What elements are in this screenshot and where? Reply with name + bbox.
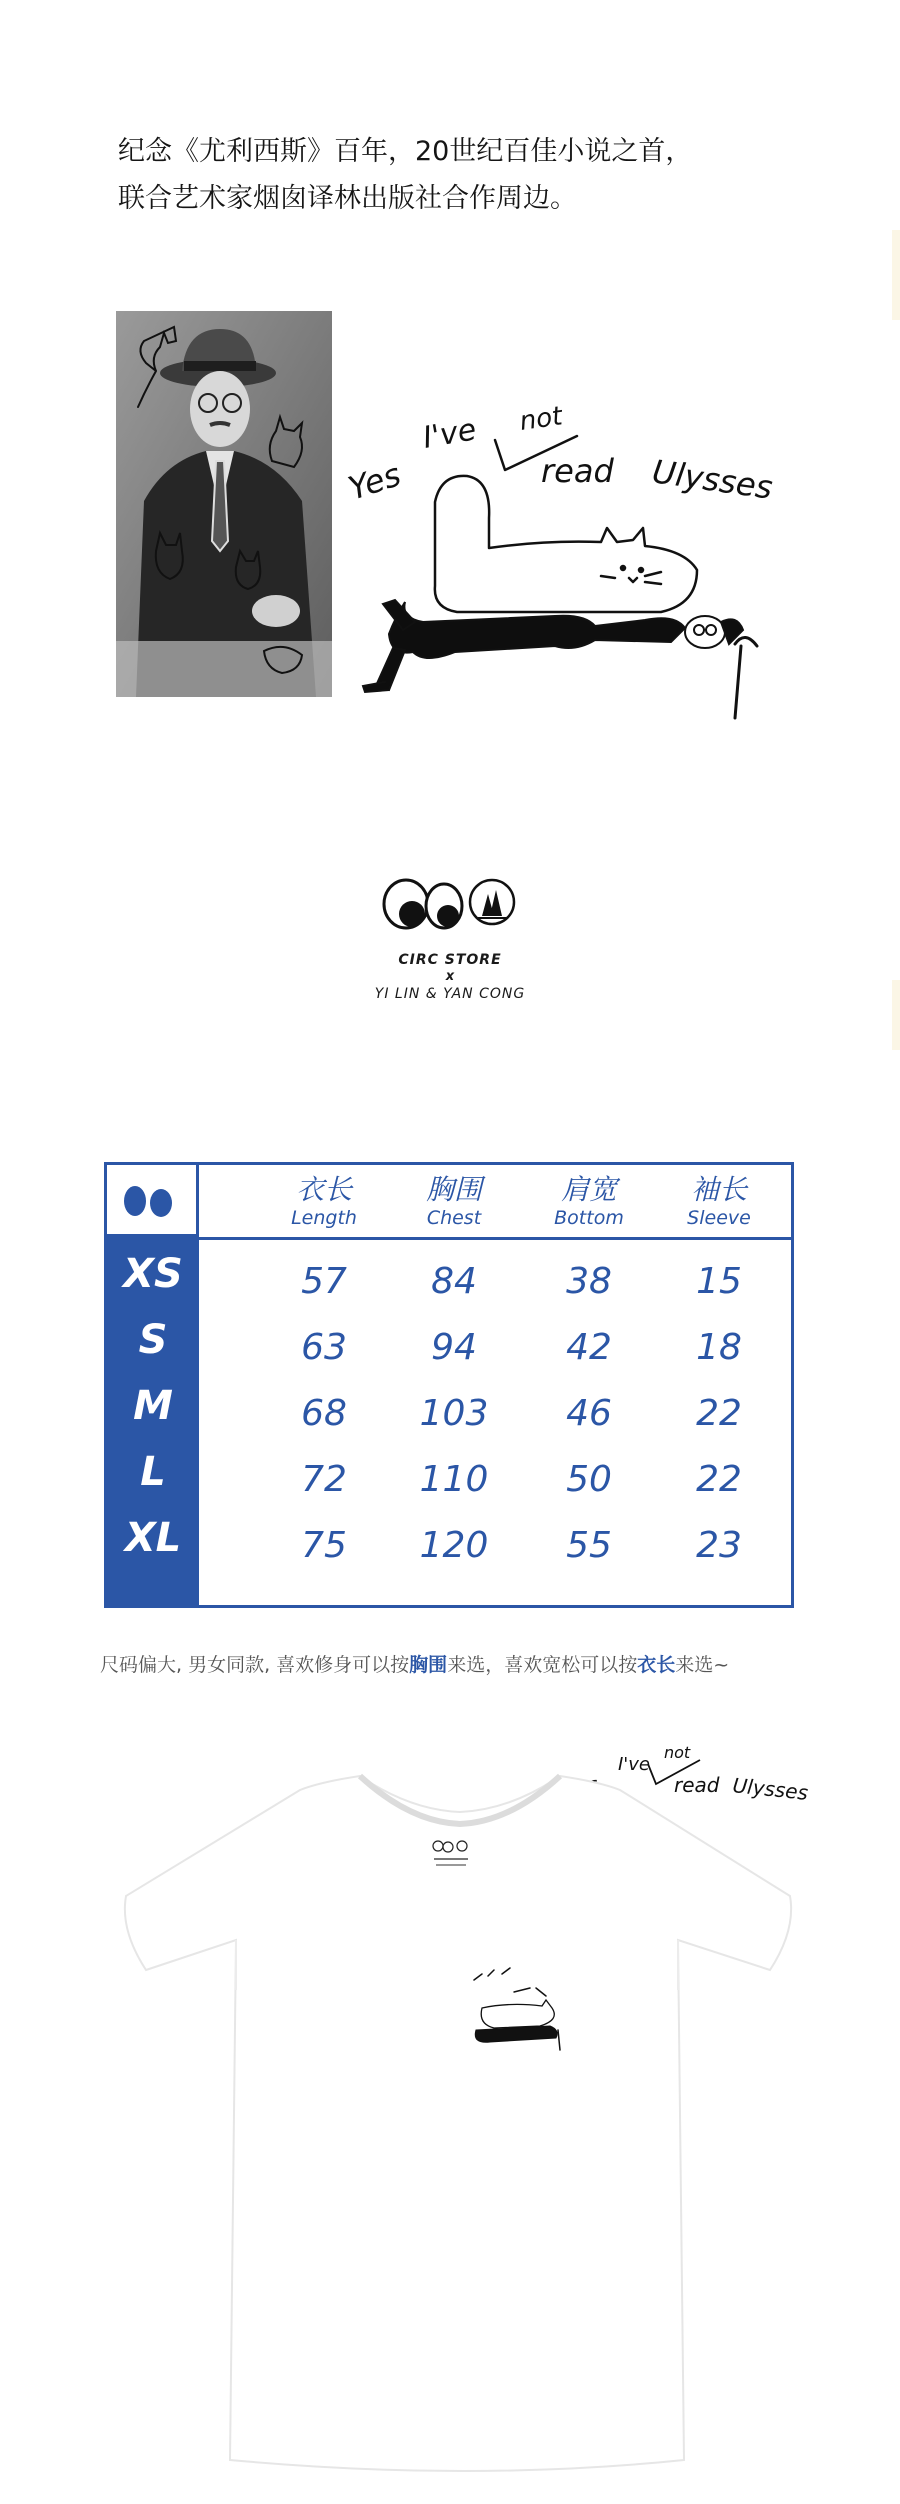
column-header-bottom bbox=[524, 1173, 654, 1229]
edge-decoration bbox=[892, 980, 900, 1050]
column-header-en: Length bbox=[291, 1207, 357, 1229]
edge-decoration bbox=[892, 230, 900, 320]
tshirt-product-image bbox=[90, 1730, 830, 2500]
illus-word-ive: I've bbox=[420, 412, 479, 456]
table-cell: 68 bbox=[301, 1393, 347, 1434]
table-cell: 18 bbox=[696, 1327, 742, 1368]
illus-word-yes: Yes bbox=[345, 455, 406, 508]
table-cell: 84 bbox=[431, 1261, 477, 1302]
cat-illustration bbox=[345, 390, 815, 720]
size-note-part: 来选~ bbox=[675, 1654, 730, 1676]
intro-text bbox=[118, 128, 818, 222]
table-cell: 72 bbox=[301, 1459, 347, 1500]
table-cell: 94 bbox=[431, 1327, 477, 1368]
column-header-sleeve bbox=[654, 1173, 784, 1229]
size-note-length-highlight: 衣长 bbox=[637, 1654, 676, 1676]
table-cell: 23 bbox=[696, 1525, 742, 1566]
table-cell: 103 bbox=[419, 1393, 489, 1434]
table-cell: 50 bbox=[566, 1459, 612, 1500]
size-label-s: S bbox=[138, 1317, 168, 1363]
shirt-slogan-read: read bbox=[674, 1773, 720, 1797]
logo-collab-x: x bbox=[445, 969, 455, 984]
size-note-part: 尺码偏大, 男女同款, 喜欢修身可以按 bbox=[100, 1654, 410, 1676]
column-header-en: Sleeve bbox=[687, 1207, 751, 1229]
table-cell: 55 bbox=[566, 1525, 612, 1566]
table-cell: 15 bbox=[696, 1261, 742, 1302]
table-cell: 46 bbox=[566, 1393, 612, 1434]
table-cell: 22 bbox=[696, 1393, 742, 1434]
shirt-slogan-ive: I've bbox=[618, 1754, 650, 1775]
illus-word-ulysses: Ulysses bbox=[649, 452, 775, 507]
column-header-zh: 胸围 bbox=[425, 1173, 482, 1206]
logo-artists: YI LIN & YAN CONG bbox=[374, 986, 526, 1002]
size-chart-table bbox=[104, 1162, 794, 1608]
table-cell: 42 bbox=[566, 1327, 612, 1368]
illus-word-read: read bbox=[541, 452, 614, 490]
circ-eyes-mini-icon bbox=[107, 1165, 193, 1231]
column-header-zh: 衣长 bbox=[295, 1173, 352, 1206]
column-header-zh: 肩宽 bbox=[560, 1173, 617, 1206]
table-cell: 22 bbox=[696, 1459, 742, 1500]
intro-line-2: 联合艺术家烟囱译林出版社合作周边。 bbox=[118, 183, 577, 214]
circ-eyes-logo-icon bbox=[378, 870, 528, 942]
shirt-slogan-not: not bbox=[664, 1743, 691, 1762]
column-header-en: Chest bbox=[426, 1207, 482, 1229]
size-label-xs: XS bbox=[123, 1251, 183, 1297]
column-header-length bbox=[259, 1173, 389, 1229]
shirt-slogan-ulysses: Ulysses bbox=[731, 1773, 810, 1805]
size-label-m: M bbox=[133, 1383, 173, 1429]
yilin-tree-icon bbox=[470, 880, 514, 924]
table-cell: 75 bbox=[301, 1525, 347, 1566]
size-label-l: L bbox=[140, 1449, 166, 1495]
size-note bbox=[100, 1650, 729, 1677]
table-cell: 110 bbox=[419, 1459, 489, 1500]
column-header-en: Bottom bbox=[554, 1207, 624, 1229]
illus-word-not: not bbox=[517, 401, 565, 437]
intro-line-1: 纪念《尤利西斯》百年，20世纪百佳小说之首， bbox=[118, 136, 693, 167]
column-header-zh: 袖长 bbox=[690, 1173, 747, 1206]
logo-store-name: CIRC STORE bbox=[398, 952, 502, 968]
size-note-chest-highlight: 胸围 bbox=[409, 1654, 448, 1676]
column-header-chest bbox=[389, 1173, 519, 1229]
table-cell: 57 bbox=[301, 1261, 347, 1302]
size-label-xl: XL bbox=[124, 1515, 182, 1561]
table-corner bbox=[107, 1165, 199, 1237]
size-note-part: 来选，喜欢宽松可以按 bbox=[447, 1654, 638, 1676]
brand-logo-block bbox=[350, 870, 550, 1020]
table-cell: 38 bbox=[566, 1261, 612, 1302]
table-cell: 63 bbox=[301, 1327, 347, 1368]
table-cell: 120 bbox=[419, 1525, 489, 1566]
author-photo bbox=[116, 311, 332, 697]
header-divider bbox=[199, 1237, 791, 1240]
